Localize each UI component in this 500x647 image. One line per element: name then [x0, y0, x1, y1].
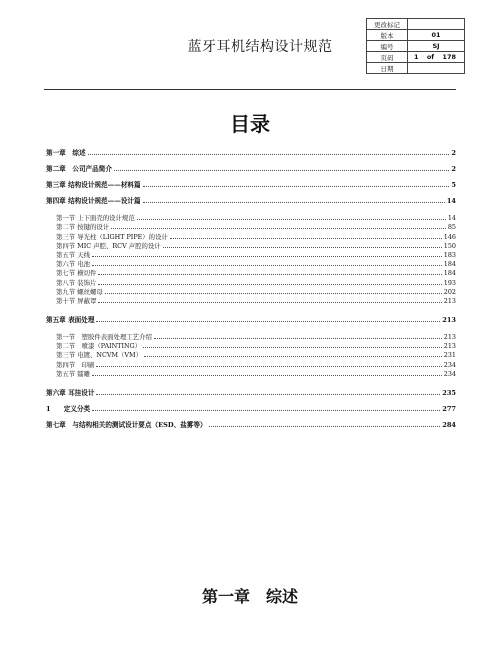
revision-value-page: [408, 52, 465, 63]
toc-entry-label: 第一节 塑胶件表面处理工艺介绍: [56, 333, 152, 342]
toc-entry-page: 213: [443, 296, 456, 305]
toc-chapter-entry[interactable]: [46, 146, 456, 157]
toc-entry-label: 第二节 喷漆（PAINTING）: [56, 342, 142, 351]
toc-entry-label: 第六章 耳挂设计: [46, 388, 95, 397]
toc-entry-page: 14: [447, 214, 456, 223]
toc-leader-dots: [143, 186, 450, 187]
toc-leader-dots: [96, 366, 441, 367]
toc-entry-page: 284: [442, 420, 456, 429]
revision-value-change-mark: [408, 19, 465, 30]
toc-leader-dots: [98, 302, 441, 303]
toc-section-entry[interactable]: [46, 296, 456, 305]
toc-leader-dots: [96, 321, 440, 322]
toc-entry-label: 1 定义分类: [46, 404, 91, 413]
revision-value-version: 01: [408, 30, 465, 41]
toc-chapter-entry[interactable]: [46, 418, 456, 429]
toc-entry-page: 277: [442, 404, 456, 413]
revision-row-version: [367, 30, 465, 41]
toc-entry-page: 14: [446, 197, 456, 205]
toc-entry-label: 第三节 电镀、NCVM（VM）: [56, 351, 142, 360]
revision-row-date: [367, 63, 465, 74]
toc-leader-dots: [92, 256, 442, 257]
toc-section-entry[interactable]: [46, 277, 456, 286]
revision-table: [366, 18, 465, 74]
toc-entry-page: 2: [451, 165, 456, 173]
page-of: of: [426, 53, 435, 61]
toc-entry-label: 第二章 公司产品简介: [46, 165, 112, 173]
toc-section-entry[interactable]: [46, 259, 456, 268]
toc-entry-page: 184: [443, 260, 456, 269]
toc-leader-dots: [114, 170, 449, 171]
toc-spacer: [46, 324, 456, 332]
toc-section-entry[interactable]: [46, 287, 456, 296]
page-total: 178: [442, 53, 456, 61]
toc-section-entry[interactable]: [46, 231, 456, 240]
toc-entry-page: 234: [443, 369, 456, 378]
toc-section-entry[interactable]: [46, 332, 456, 341]
revision-value-number: SJ: [408, 41, 465, 52]
toc-section-entry[interactable]: [46, 241, 456, 250]
toc-entry-label: 第八节 装饰片: [56, 278, 97, 287]
toc-leader-dots: [92, 410, 440, 411]
toc-section-entry[interactable]: [46, 222, 456, 231]
toc-leader-dots: [111, 228, 446, 229]
toc-entry-label: 第四节 印刷: [56, 360, 95, 369]
toc-heading: 目录: [230, 112, 270, 136]
toc-entry-page: 202: [443, 287, 456, 296]
toc-entry-page: 2: [451, 149, 456, 157]
toc-entry-page: 213: [442, 315, 456, 324]
toc-entry-page: 150: [443, 241, 456, 250]
toc-leader-dots: [209, 426, 441, 427]
toc-spacer: [46, 378, 456, 386]
toc-entry-page: 183: [443, 250, 456, 259]
toc-entry-page: 85: [447, 223, 456, 232]
revision-key-page: 页码: [367, 52, 408, 63]
revision-row-change-mark: [367, 19, 465, 30]
toc-entry-label: 第四节 MIC 声腔、RCV 声腔的设计: [56, 241, 161, 250]
toc-entry-label: 第十节 屏蔽罩: [56, 296, 97, 305]
toc-entry-page: 5: [451, 181, 456, 189]
revision-row-page: [367, 52, 465, 63]
toc-entry-page: 235: [442, 388, 456, 397]
toc-leader-dots: [92, 265, 442, 266]
table-of-contents: [46, 146, 456, 429]
toc-section-entry[interactable]: [46, 213, 456, 222]
toc-chapter-entry[interactable]: [46, 402, 456, 413]
toc-entry-label: 第六节 电池: [56, 260, 90, 269]
toc-entry-label: 第五章 表面处理: [46, 315, 95, 324]
toc-spacer: [46, 205, 456, 213]
toc-leader-dots: [163, 247, 442, 248]
toc-entry-page: 234: [443, 360, 456, 369]
toc-chapter-entry[interactable]: [46, 313, 456, 324]
toc-entry-label: 第三节 导光柱（LIGHT PIPE）的设计: [56, 232, 168, 241]
toc-entry-page: 213: [443, 342, 456, 351]
toc-entry-page: 193: [443, 278, 456, 287]
toc-entry-page: 231: [443, 351, 456, 360]
toc-entry-label: 第七节 横切件: [56, 269, 97, 278]
toc-entry-label: 第一章 综述: [46, 149, 86, 157]
toc-section-entry[interactable]: [46, 341, 456, 350]
revision-key-change-mark: 更改标记: [367, 19, 408, 30]
toc-chapter-entry[interactable]: [46, 162, 456, 173]
toc-entry-page: 213: [443, 333, 456, 342]
toc-chapter-entry[interactable]: [46, 178, 456, 189]
toc-leader-dots: [105, 293, 442, 294]
revision-row-number: [367, 41, 465, 52]
toc-chapter-entry[interactable]: [46, 386, 456, 397]
toc-entry-label: 第七章 与结构相关的测试设计要点（ESD、盐雾等）: [46, 420, 207, 429]
toc-leader-dots: [137, 219, 446, 220]
toc-leader-dots: [143, 347, 442, 348]
revision-value-date: [408, 63, 465, 74]
toc-entry-page: 146: [443, 232, 456, 241]
toc-entry-label: 第三章 结构设计规范——材料篇: [46, 181, 141, 189]
toc-entry-page: 184: [443, 269, 456, 278]
toc-entry-label: 第四章 结构设计规范——设计篇: [46, 197, 141, 205]
toc-leader-dots: [96, 394, 440, 395]
toc-section-entry[interactable]: [46, 350, 456, 359]
toc-entry-label: 第二节 按键的设计: [56, 223, 110, 232]
toc-leader-dots: [98, 274, 441, 275]
toc-leader-dots: [88, 154, 450, 155]
toc-leader-dots: [144, 356, 442, 357]
toc-entry-label: 第五节 镭雕: [56, 369, 90, 378]
toc-section-entry[interactable]: [46, 250, 456, 259]
header-divider: [44, 89, 456, 90]
toc-entry-label: 第一节 上下面壳的设计规范: [56, 214, 135, 223]
chapter-heading: 第一章 综述: [201, 587, 298, 606]
toc-entry-label: 第九节 螺丝螺母: [56, 287, 103, 296]
toc-leader-dots: [92, 375, 442, 376]
toc-leader-dots: [170, 238, 442, 239]
toc-section-entry[interactable]: [46, 359, 456, 368]
toc-entry-label: 第五节 天线: [56, 250, 90, 259]
toc-leader-dots: [154, 338, 442, 339]
toc-section-entry[interactable]: [46, 369, 456, 378]
toc-leader-dots: [98, 284, 441, 285]
revision-key-date: 日期: [367, 63, 408, 74]
toc-chapter-entry[interactable]: [46, 194, 456, 205]
page-current: 1: [414, 53, 419, 61]
revision-key-number: 编号: [367, 41, 408, 52]
revision-key-version: 版本: [367, 30, 408, 41]
toc-leader-dots: [143, 202, 445, 203]
toc-spacer: [46, 305, 456, 313]
toc-section-entry[interactable]: [46, 268, 456, 277]
document-title: 蓝牙耳机结构设计规范: [187, 39, 333, 55]
